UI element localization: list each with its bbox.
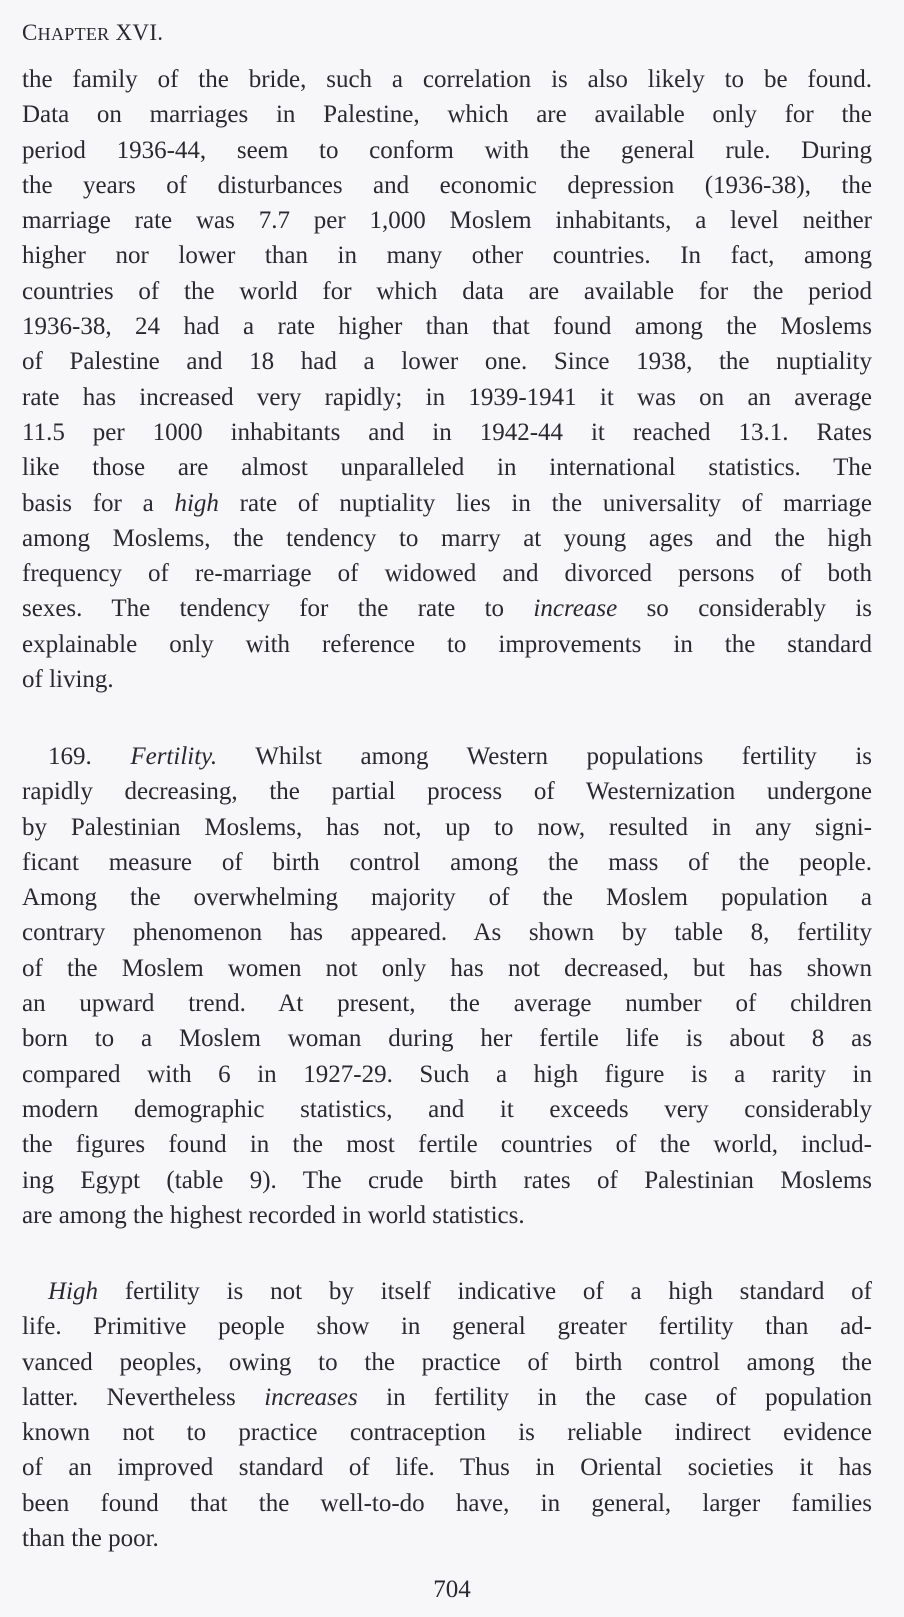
text-line — [22, 168, 872, 203]
text-segment: rate of nuptiality lies in the universality of marriage — [218, 489, 872, 517]
page-number: 704 — [433, 1576, 471, 1603]
text-segment: higher nor lower than in many other countries. In fact, among — [22, 242, 872, 270]
text-line — [22, 1380, 872, 1415]
text-line — [22, 951, 872, 986]
text-line — [22, 486, 872, 521]
text-line — [22, 1198, 872, 1233]
chapter-word: HAPTER — [37, 24, 110, 44]
text-line — [22, 739, 872, 774]
text-line — [22, 774, 872, 809]
text-segment: so considerably is — [617, 595, 873, 623]
text-line — [22, 344, 872, 379]
italic-text: Fertility. — [130, 743, 218, 770]
text-segment: among Moslems, the tendency to marry at young ages and the high — [22, 524, 872, 552]
text-segment: period 1936-44, seem to conform with the general rule. During — [22, 136, 872, 164]
text-line — [22, 1450, 872, 1485]
text-line — [22, 380, 872, 415]
italic-text: increases — [264, 1383, 358, 1411]
text-segment: life. Primitive people show in general greater fertility than ad- — [22, 1313, 872, 1341]
text-segment: by Palestinian Moslems, has not, up to now, resulted in any signi- — [22, 813, 872, 841]
text-segment: vanced peoples, owing to the practice of birth control among the — [22, 1348, 872, 1376]
text-line — [22, 309, 872, 344]
chapter-header — [22, 18, 163, 49]
text-segment: an upward trend. At present, the average number of children — [22, 990, 872, 1018]
text-segment: are among the highest recorded in world statistics. — [22, 1201, 525, 1229]
text-segment: of Palestine and 18 had a lower one. Since 1938, the nuptiality — [22, 348, 872, 376]
text-segment: the years of disturbances and economic depression (1936-38), the — [22, 171, 872, 199]
text-segment: rapidly decreasing, the partial process of Westernization undergone — [22, 778, 872, 806]
text-segment: the figures found in the most fertile countries of the world, includ- — [22, 1131, 872, 1159]
chapter-number: XVI. — [109, 20, 164, 45]
text-line — [22, 1092, 872, 1127]
text-line — [22, 521, 872, 556]
text-line — [22, 133, 872, 168]
text-line — [22, 915, 872, 950]
text-segment: 11.5 per 1000 inhabitants and in 1942-44 it reached 13.1. Rates — [22, 418, 872, 446]
text-segment: rate has increased very rapidly; in 1939-1941 it was on an average — [22, 383, 872, 411]
text-line — [22, 1521, 872, 1556]
text-line — [22, 1486, 872, 1521]
text-line — [22, 274, 872, 309]
text-segment: like those are almost unparalleled in international statistics. The — [22, 454, 872, 482]
text-segment: fertility is not by itself indicative of a high standard of — [98, 1278, 872, 1305]
text-line — [22, 97, 872, 132]
text-line — [22, 810, 872, 845]
italic-text: High — [48, 1278, 98, 1305]
text-segment: Among the overwhelming majority of the Moslem population a — [22, 884, 872, 912]
text-line — [22, 845, 872, 880]
text-segment: been found that the well-to-do have, in general, larger families — [22, 1489, 872, 1517]
text-segment: than the poor. — [22, 1525, 159, 1553]
text-line — [22, 450, 872, 485]
text-segment: of living. — [22, 666, 114, 694]
text-segment: known not to practice contraception is reliable indirect evidence — [22, 1419, 872, 1447]
text-segment: frequency of re-marriage of widowed and divorced persons of both — [22, 560, 872, 588]
italic-text: high — [174, 489, 219, 517]
text-segment: latter. Nevertheless — [22, 1383, 265, 1411]
text-segment: of the Moslem women not only has not decreased, but has shown — [22, 954, 872, 982]
text-line — [22, 203, 872, 238]
text-segment: modern demographic statistics, and it exceeds very considerably — [22, 1095, 872, 1123]
italic-text: increase — [533, 595, 618, 623]
text-line — [22, 1163, 872, 1198]
text-line — [22, 415, 872, 450]
text-line — [22, 627, 872, 662]
paragraph-high-fertility — [22, 1274, 872, 1556]
text-line — [22, 1057, 872, 1092]
text-segment: ing Egypt (table 9). The crude birth rates of Palestinian Moslems — [22, 1166, 872, 1194]
text-segment: of an improved standard of life. Thus in Oriental societies it has — [22, 1454, 872, 1482]
paragraph-fertility — [22, 739, 872, 1233]
text-segment: Data on marriages in Palestine, which are available only for the — [22, 101, 872, 129]
text-segment: compared with 6 in 1927-29. Such a high figure is a rarity in — [22, 1060, 872, 1088]
text-segment: born to a Moslem woman during her fertile life is about 8 as — [22, 1025, 872, 1053]
text-line — [22, 1274, 872, 1309]
text-line — [22, 1345, 872, 1380]
text-segment: contrary phenomenon has appeared. As shown by table 8, fertility — [22, 919, 872, 947]
text-line — [22, 1415, 872, 1450]
text-line — [22, 986, 872, 1021]
text-line — [22, 662, 872, 697]
text-segment: sexes. The tendency for the rate to — [22, 595, 534, 623]
text-line — [22, 62, 872, 97]
text-segment: basis for a — [22, 489, 175, 517]
text-segment: ficant measure of birth control among the mass of the people. — [22, 848, 872, 876]
text-segment: marriage rate was 7.7 per 1,000 Moslem inhabitants, a level neither — [22, 207, 872, 235]
text-segment: Whilst among Western populations fertility is — [217, 743, 872, 770]
text-line — [22, 591, 872, 626]
text-segment: in fertility in the case of population — [357, 1383, 873, 1411]
text-segment: 169. — [48, 743, 131, 770]
text-segment: countries of the world for which data are available for the period — [22, 277, 872, 305]
text-line — [22, 556, 872, 591]
text-line — [22, 238, 872, 273]
text-line — [22, 1127, 872, 1162]
text-segment: explainable only with reference to improvements in the standard — [22, 630, 872, 658]
paragraph-marriage-rates — [22, 62, 872, 697]
text-line — [22, 880, 872, 915]
text-segment: the family of the bride, such a correlation is also likely to be found. — [22, 66, 872, 93]
chapter-initial: C — [22, 20, 38, 45]
text-segment: 1936-38, 24 had a rate higher than that found among the Moslems — [22, 313, 872, 341]
text-line — [22, 1021, 872, 1056]
text-line — [22, 1309, 872, 1344]
